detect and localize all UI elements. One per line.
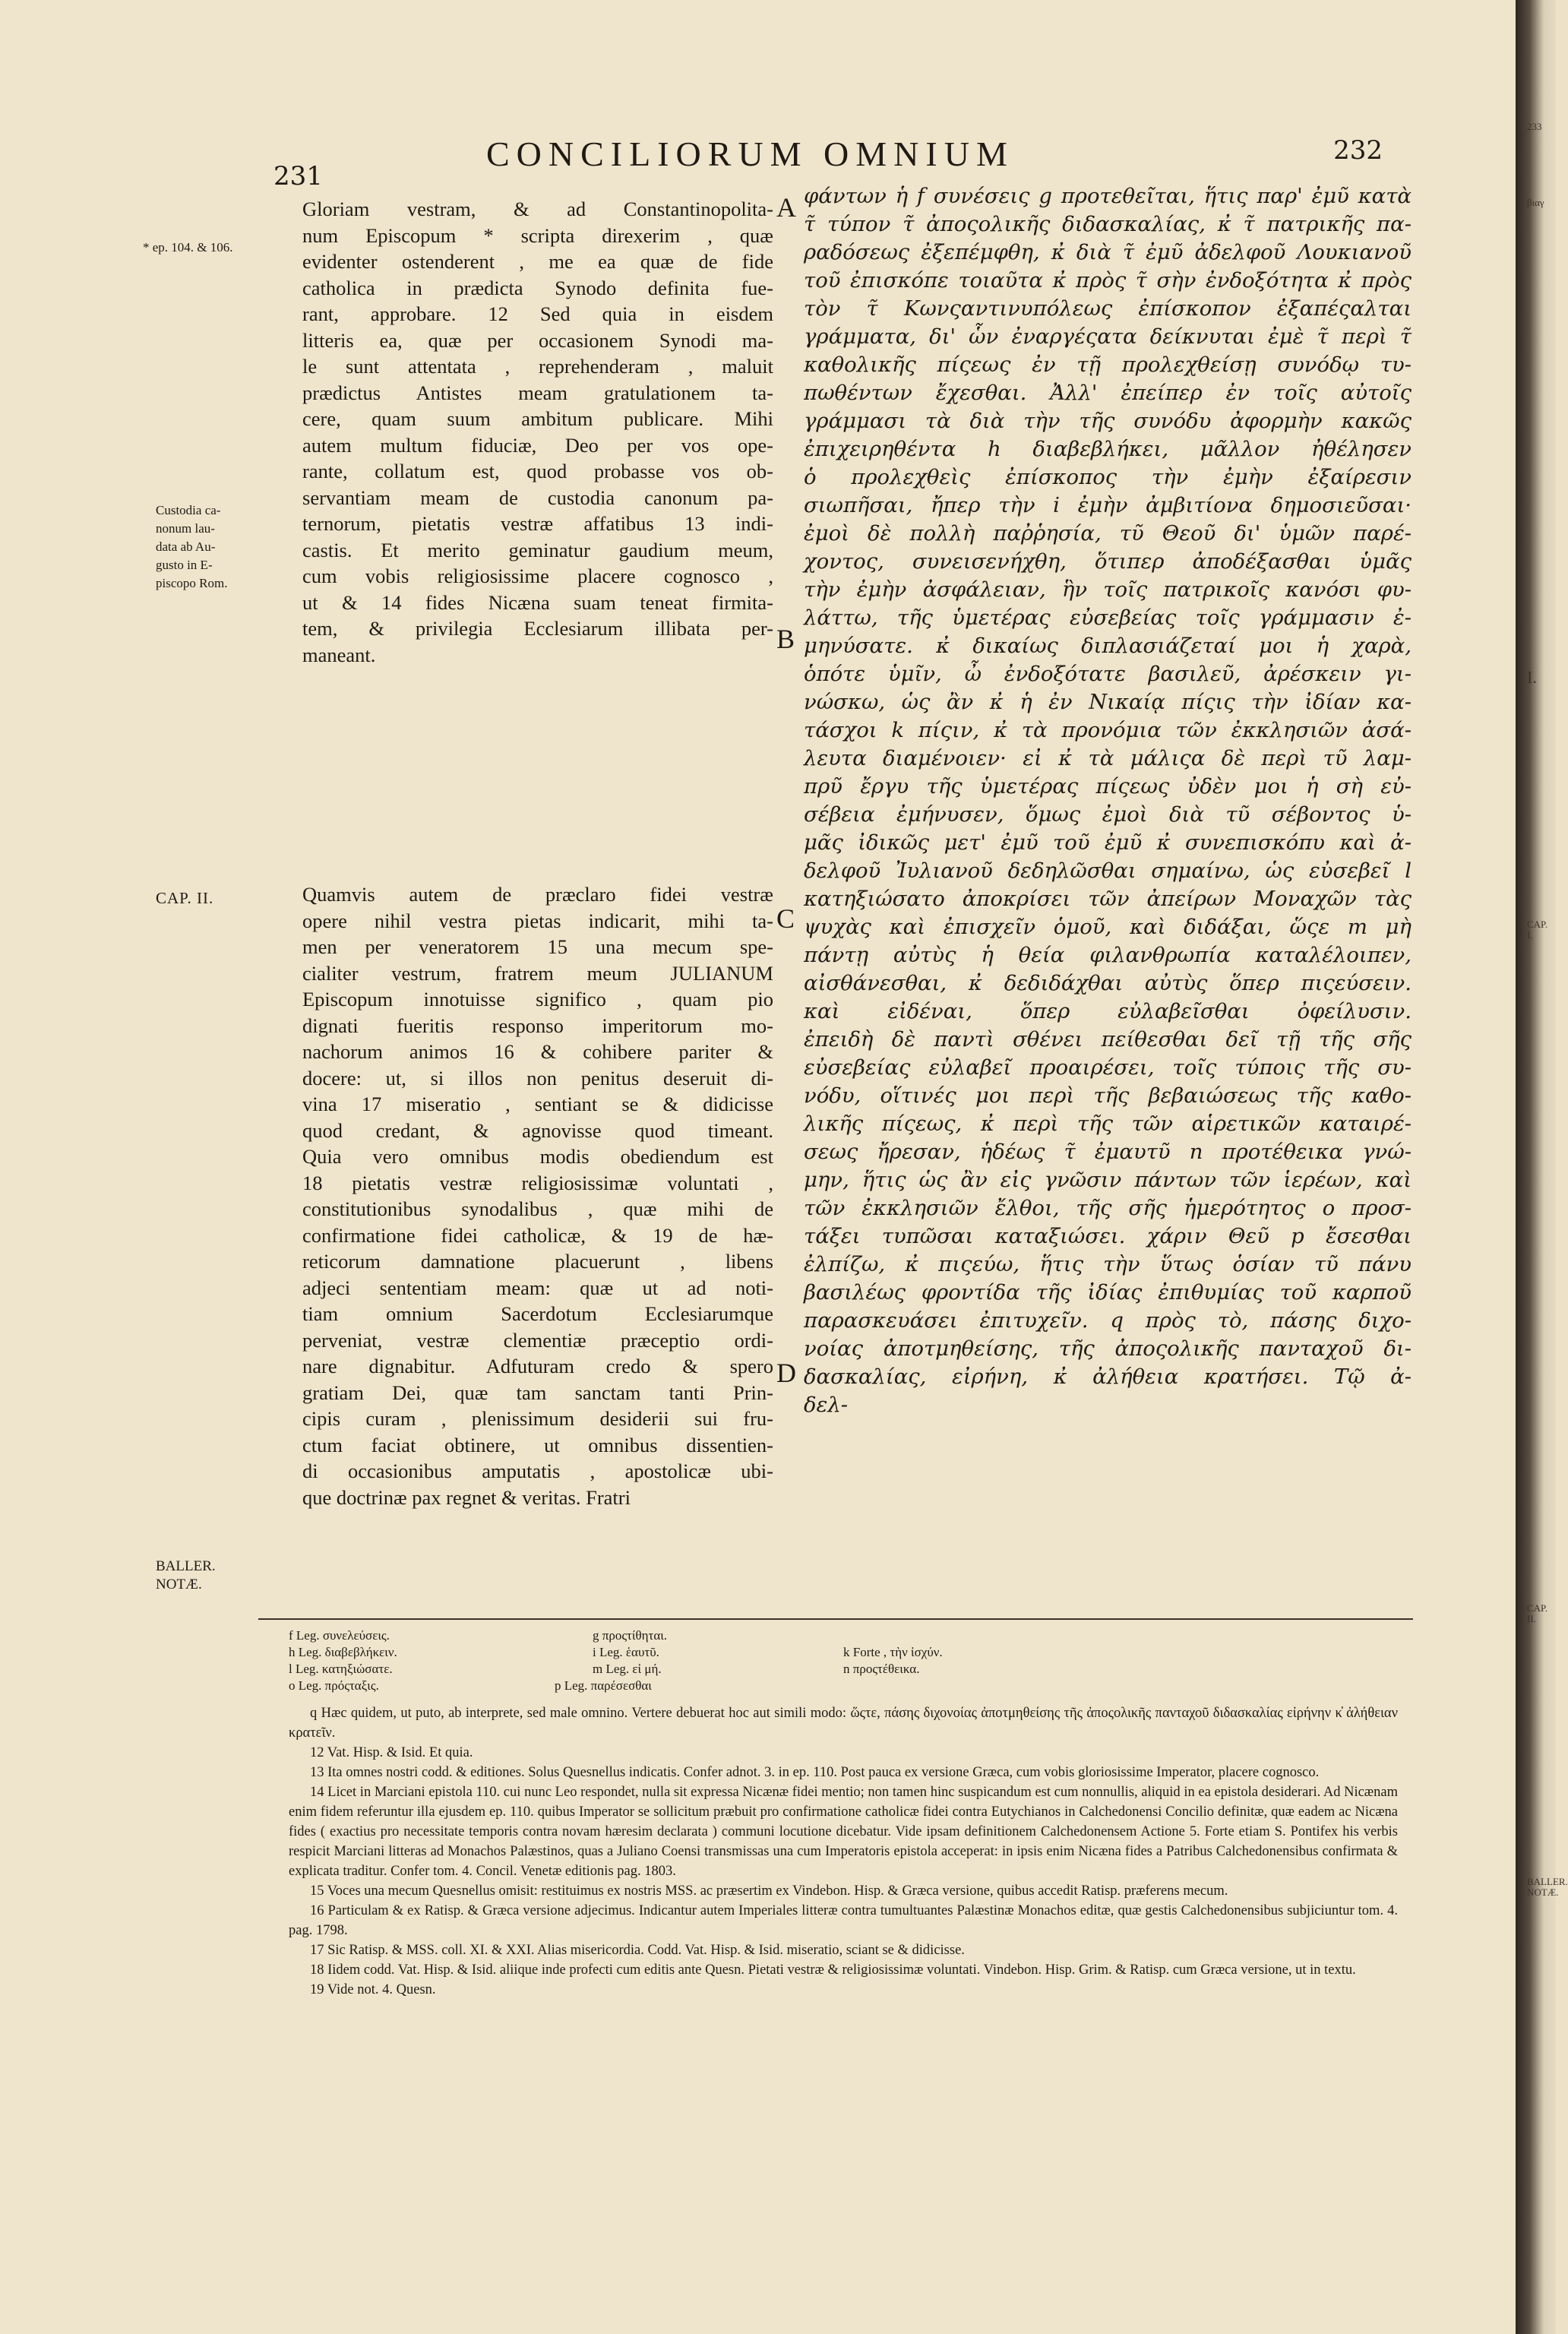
latin-text-line: cum vobis religiosissime placere cognosco , — [302, 565, 773, 587]
latin-text-line: prædictus Antistes meam gratulationem ta- — [302, 381, 773, 404]
greek-text-line: ὁπότε ὑμῖν, ὦ ἐνδοξότατε βασιλεῦ, ἀρέσκειν γι- — [804, 662, 1412, 686]
greek-text-line: καὶ εἰδέναι, ὅπερ εὐλαβεῖσθαι ὀφείλυσιν. — [804, 999, 1412, 1023]
greek-text-line: σιωπῆσαι, ἤπερ τὴν i ἐμὴν ἀμβιτίονα δημοσιεῦσαι· — [804, 493, 1412, 517]
margin-note-line: Custodia ca- — [156, 503, 221, 517]
greek-text-line: νόδυ, οἵτινές μοι περὶ τῆς βεβαιώσεως τῆς καθο- — [804, 1083, 1412, 1108]
greek-text-line: τάσχοι k πίςιν, κ̓ τὰ προνόμια τῶν ἐκκλησιῶν ἀσά- — [804, 718, 1412, 742]
latin-column-part-1 — [302, 196, 773, 668]
greek-text-line: δελφοῦ Ἰυλιανοῦ δεδηλῶσθαι σημαίνω, ὡς εὐσεβεῖ l — [804, 859, 1412, 883]
latin-text-line: cere, quam suum ambitum publicare. Mihi — [302, 407, 773, 430]
section-marker-b: B — [776, 624, 795, 654]
baller-line-1: BALLER. — [156, 1558, 216, 1574]
editorial-note: 14 Licet in Marciani epistola 110. cui nunc Leo respondet, nulla sit expressa Nicænæ fidei mentio; non tamen hinc suspicandum est cum nonnullis, aliquid in ea epistola desiderari. Ad Nicænam enim fidem referuntur illa ejusdem ep. 110. quibus Imperator se sollicitum præbuit pro confirmatione catholicæ fidei contra Eutychianos in Calchedonensi Concilio definitæ, quæ eadem ac Nicæna fides ( exactius pro necessitate temporis contra novam hæresim declarata ) communi locutione dicebatur. Vide ipsam definitionem Calchedonensem Actione 5. Forte etiam S. Pontifex his verbis respicit Marciani litteras ad Monachos Palæstinos, quas a Juliano Coensi transmissas una cum Imperatoris epistola acceperat: in ipsis enim Nicæna fides a Patribus Calchedonensibus confirmata & explicata traditur. Confer tom. 4. Concil. Venetæ editionis pag. 1803. — [289, 1785, 1398, 1879]
spine-fragment-6: BALLER. NOTÆ. — [1527, 1876, 1568, 1899]
latin-text-line: constitutionibus synodalibus , quæ mihi de — [302, 1197, 773, 1220]
editorial-note: 17 Sic Ratisp. & MSS. coll. XI. & XXI. Alias misericordia. Codd. Vat. Hisp. & Isid. miseratio, sciant se & didicisse. — [310, 1943, 965, 1958]
greek-text-line: φάντων ἡ f συνέσεις g προτεθεῖται, ἥτις παρ' ἐμῦ κατὰ — [804, 184, 1412, 208]
editorial-note: 12 Vat. Hisp. & Isid. Et quia. — [310, 1745, 473, 1760]
greek-text-line: γράμμασι τὰ διὰ τὴν τῆς συνόδυ ἀφορμὴν κακῶς — [804, 409, 1412, 433]
greek-variant-readings — [289, 1627, 1398, 1696]
greek-text-line: παρασκευάσει ἐπιτυχεῖν. q πρὸς τὸ, πάσης διχο- — [804, 1308, 1412, 1333]
editorial-note: q Hæc quidem, ut puto, ab interprete, sed male omnino. Vertere debuerat hoc aut simili modo: ὥςτε, πάσης διχονοίας ἀποτμηθείσης τῆς ἀποςολικῆς πανταχοῦ διδασκαλίας εἰρήνην κ̓ ἀλήθειαν κρατεῖν. — [289, 1706, 1398, 1741]
greek-text-line: ἐπιχειρηθέντα h διαβεβλήκει, μᾶλλον ἠθέλησεν — [804, 437, 1412, 461]
latin-text-line: vina 17 miseratio , sentiant se & didicisse — [302, 1093, 773, 1115]
section-marker-a: A — [776, 192, 796, 223]
latin-text-line: le sunt attentata , reprehenderam , maluit — [302, 355, 773, 378]
greek-text-line: βασιλέως φροντίδα τῆς ἰδίας ἐπιθυμίας τοῦ καρποῦ — [804, 1280, 1412, 1305]
greek-text-line: σέβεια ἐμήνυσεν, ὅμως ἐμοὶ διὰ τῦ σέβοντος ὑ- — [804, 802, 1412, 827]
variant-o: o Leg. πρόςταξις. — [289, 1678, 379, 1693]
margin-note-custodia — [156, 501, 285, 593]
latin-text-line: rante, collatum est, quod probasse vos ob- — [302, 460, 773, 482]
page-number-left: 231 — [273, 161, 323, 191]
greek-text-line: δασκαλίας, εἰρήνη, κ̓ ἀλήθεια κρατήσει. Τῷ ἀ- — [804, 1365, 1412, 1389]
variant-p: p Leg. παρέσεσθαι — [555, 1678, 652, 1693]
greek-text-line: εὐσεβείας εὐλαβεῖ προαιρέσει, τοῖς τύποις τῆς συ- — [804, 1055, 1412, 1080]
greek-text-line: ὁ προλεχθεὶς ἐπίσκοπος τὴν ἐμὴν ἐξαίρεσιν — [804, 465, 1412, 489]
greek-text-line: κατηξιώσατο ἀποκρίσει τῶν ἀπείρων Μοναχῶν τὰς — [804, 887, 1412, 911]
running-header — [273, 129, 1383, 191]
section-marker-c: C — [776, 903, 795, 934]
spine-fragment-2: βιαγ — [1527, 197, 1544, 208]
greek-column — [804, 182, 1412, 1419]
margin-note-line: data ab Au- — [156, 539, 216, 554]
latin-text-line: ctum faciat obtinere, ut omnibus dissentien- — [302, 1433, 773, 1456]
variant-m: m Leg. εἰ μή. — [593, 1662, 662, 1676]
greek-text-line: ἐπειδὴ δὲ παντὶ σθένει πείθεσθαι δεῖ τῇ τῆς σῆς — [804, 1027, 1412, 1052]
editorial-note: 16 Particulam & ex Ratisp. & Græca versione adjecimus. Indicantur autem Imperiales litteræ contra tumultuantes Palæstinæ Monachos editæ, quæ gestis Calchedonensibus subjiciuntur tom. 4. pag. 1798. — [289, 1903, 1398, 1938]
latin-text-line: Quia vero omnibus modis obediendum est — [302, 1145, 773, 1168]
variant-i: i Leg. ἑαυτῦ. — [593, 1645, 659, 1659]
adjacent-page-edge — [1516, 0, 1568, 2334]
spine-fragment-4: CAP. I. — [1527, 919, 1548, 941]
greek-text-line: πάντῃ αὐτὺς ἡ θεία φιλανθρωπία καταλέλοιπεν, — [804, 943, 1412, 967]
greek-text-line: λικῆς πίςεως, κ̓ περὶ τῆς τῶν αἱρετικῶν καταιρέ- — [804, 1112, 1412, 1136]
latin-text-line: ternorum, pietatis vestræ affatibus 13 indi- — [302, 512, 773, 535]
baller-notae-label — [156, 1558, 216, 1594]
latin-text-line: litteris ea, quæ per occasionem Synodi ma- — [302, 328, 773, 352]
latin-text-line: tem, & privilegia Ecclesiarum illibata per- — [302, 617, 773, 640]
latin-text-line: tiam omnium Sacerdotum Ecclesiarumque — [302, 1302, 773, 1325]
latin-text-line: di occasionibus amputatis , apostolicæ ubi- — [302, 1460, 773, 1482]
latin-text-line: dignati fueritis responso imperitorum mo- — [302, 1014, 773, 1037]
greek-text-line: μηνύσατε. κ̓ δικαίως διπλασιάζεταί μοι ἡ χαρὰ, — [804, 634, 1412, 658]
spine-fragment-1: 233 — [1527, 121, 1542, 132]
greek-text-line: τῶν ἐκκλησιῶν ἔλθοι, τῆς σῆς ἡμερότητος o προσ- — [804, 1196, 1412, 1220]
latin-text-line: confirmatione fidei catholicæ, & 19 de hæ- — [302, 1223, 773, 1247]
latin-text-line: Episcopum innotuisse significo , quam pio — [302, 988, 773, 1010]
variant-l: l Leg. κατηξιώσατε. — [289, 1662, 393, 1676]
latin-text-line: ut & 14 fides Nicæna suam teneat firmita- — [302, 590, 773, 614]
latin-column-part-2 — [302, 881, 773, 1510]
latin-text-line: que doctrinæ pax regnet & veritas. Fratri — [302, 1485, 631, 1509]
latin-text-line: nachorum animos 16 & cohibere pariter & — [302, 1040, 773, 1063]
latin-text-line: opere nihil vestra pietas indicarit, mihi ta- — [302, 909, 773, 932]
latin-text-line: gratiam Dei, quæ tam sanctam tanti Prin- — [302, 1380, 773, 1404]
greek-text-line: λάττω, τῆς ὑμετέρας εὐσεβείας τοῖς γράμμασιν ἐ- — [804, 606, 1412, 630]
greek-text-line: δελ- — [804, 1393, 849, 1417]
greek-text-line: πρῦ ἔργυ τῆς ὑμετέρας πίςεως ὐδὲν μοι ἡ σὴ εὐ- — [804, 774, 1412, 799]
latin-text-line: cipis curam , plenissimum desiderii sui fru- — [302, 1407, 773, 1430]
latin-text-line: autem multum fiduciæ, Deo per vos ope- — [302, 433, 773, 457]
variant-f: f Leg. συνελεύσεις. — [289, 1628, 390, 1643]
latin-text-line: Quamvis autem de præclaro fidei vestræ — [302, 883, 773, 906]
greek-text-line: νοίας ἀποτμηθείσης, τῆς ἀποςολικῆς πανταχοῦ δι- — [804, 1336, 1412, 1361]
spine-fragment-3: I. — [1527, 668, 1537, 687]
greek-text-line: τὴν ἐμὴν ἀσφάλειαν, ἣν τοῖς πατρικοῖς κανόσι φυ- — [804, 577, 1412, 602]
greek-text-line: ἐλπίζω, κ̓ πιςεύω, ἥτις τὴν ὕτως ὁσίαν τῦ πάνυ — [804, 1252, 1412, 1276]
editorial-notes — [289, 1703, 1398, 2000]
variant-g: g προςτίθηται. — [593, 1628, 668, 1643]
latin-text-line: maneant. — [302, 643, 376, 666]
greek-text-line: αἰσθάνεσθαι, κ̓ δεδιδάχθαι αὐτὺς ὅπερ πιςεύσειν. — [804, 971, 1412, 995]
latin-text-line: catholica in prædicta Synodo definita fue- — [302, 276, 773, 299]
greek-text-line: γράμματα, δι' ὧν ἐναργέςατα δείκνυται ἐμὲ τ̃ περὶ τ̃ — [804, 324, 1412, 349]
greek-text-line: τοῦ ἐπισκόπε τοιαῦτα κ̓ πρὸς τ̃ σὴν ἐνδοξότητα κ̓ πρὸς — [804, 268, 1412, 293]
greek-text-line: σεως ἤρεσαν, ἡδέως τ̃ ἐμαυτῦ n προτέθεικα γνώ- — [804, 1140, 1412, 1164]
latin-text-line: Gloriam vestram, & ad Constantinopolita- — [302, 198, 773, 220]
editorial-note: 15 Voces una mecum Quesnellus omisit: restituimus ex nostris MSS. ac præsertim ex Vindebon. Hisp. & Græca versione, quibus accedit Ratisp. præferens mecum. — [310, 1883, 1228, 1899]
margin-note-line: nonum lau- — [156, 521, 215, 536]
section-marker-d: D — [776, 1358, 796, 1388]
latin-text-line: perveniat, vestræ clementiæ præceptio ordi- — [302, 1328, 773, 1352]
greek-text-line: τὸν τ̃ Κωνςαντινυπόλεως ἐπίσκοπον ἐξαπέςαλται — [804, 296, 1412, 321]
margin-note-epistle-ref: * ep. 104. & 106. — [143, 240, 233, 255]
latin-text-line: adjeci sententiam meam: quæ ut ad noti- — [302, 1276, 773, 1299]
variant-h: h Leg. διαβεβλήκειν. — [289, 1645, 397, 1659]
greek-text-line: τάξει τυπῶσαι καταξιώσει. χάριν Θεῦ p ἔσεσθαι — [804, 1224, 1412, 1248]
greek-text-line: πωθέντων ἔχεσθαι. Ἀλλ' ἐπείπερ ἐν τοῖς αὐτοῖς — [804, 381, 1412, 405]
margin-note-line: gusto in E- — [156, 558, 213, 572]
latin-text-line: num Episcopum * scripta direxerim , quæ — [302, 223, 773, 247]
latin-text-line: docere: ut, si illos non penitus deseruit di- — [302, 1066, 773, 1090]
greek-text-line: ἐμοὶ δὲ πολλὴ παῤῥησία, τῦ Θεοῦ δι' ὑμῶν παρέ- — [804, 521, 1412, 546]
chapter-label: CAP. II. — [156, 889, 214, 907]
latin-text-line: rant, approbare. 12 Sed quia in eisdem — [302, 302, 773, 325]
greek-text-line: ραδόσεως ἐξεπέμφθη, κ̓ διὰ τ̃ ἐμῦ ἀδελφοῦ Λουκιανοῦ — [804, 240, 1412, 264]
spine-fragment-5: CAP. II. — [1527, 1602, 1548, 1625]
editorial-note: 18 Iidem codd. Vat. Hisp. & Isid. aliique inde profecti cum editis ante Quesn. Pietati vestræ & religiosissimæ voluntati. Vindebon. Hisp. Grim. & Ratisp. cum Græca versione, ut in textu. — [310, 1962, 1356, 1978]
greek-text-line: καθολικῆς πίςεως ἐν τῇ προλεχθείσῃ συνόδῳ τυ- — [804, 353, 1412, 377]
latin-text-line: quod credant, & agnovisse quod timeant. — [302, 1118, 773, 1142]
running-title: CONCILIORUM OMNIUM — [486, 134, 1014, 173]
latin-text-line: nare dignabitur. Adfuturam credo & spero — [302, 1355, 773, 1377]
greek-text-line: νώσκω, ὡς ἂν κ̓ ἡ ἐν Νικαίᾳ πίςις τὴν ἰδίαν κα- — [804, 690, 1412, 714]
variant-n: n προςτέθεικα. — [843, 1662, 920, 1676]
greek-text-line: ψυχὰς καὶ ἐπισχεῖν ὁμοῦ, καὶ διδάξαι, ὥςε m μὴ — [804, 915, 1412, 939]
editorial-note: 13 Ita omnes nostri codd. & editiones. Solus Quesnellus indicatis. Confer adnot. 3. in ep. 110. Post pauca ex versione Græca, cum vobis gloriosissime Imperator, placere cognosco. — [310, 1765, 1320, 1780]
greek-text-line: μην, ἥτις ὡς ἂν εἰς γνῶσιν πάντων τῶν ἱερέων, καὶ — [804, 1168, 1412, 1192]
editorial-note: 19 Vide not. 4. Quesn. — [310, 1982, 436, 1997]
latin-text-line: reticorum damnatione placuerunt , libens — [302, 1250, 773, 1273]
margin-note-line: piscopo Rom. — [156, 576, 228, 590]
latin-text-line: evidenter ostenderent , me ea quæ de fide — [302, 250, 773, 273]
greek-text-line: λευτα διαμένοιεν· εἰ κ̓ τὰ μάλιςα δὲ περὶ τῦ λαμ- — [804, 746, 1412, 770]
latin-text-line: men per veneratorem 15 una mecum spe- — [302, 935, 773, 958]
variant-k: k Forte , τὴν ἰσχύν. — [843, 1645, 943, 1659]
footnote-rule — [258, 1618, 1413, 1620]
latin-text-line: cialiter vestrum, fratrem meum JULIANUM — [302, 961, 773, 985]
page-number-right: 232 — [1333, 135, 1383, 166]
baller-line-2: NOTÆ. — [156, 1577, 202, 1592]
latin-text-line: 18 pietatis vestræ religiosissimæ voluntati , — [302, 1171, 773, 1194]
greek-text-line: χοντος, συνεισενήχθη, ὅτιπερ ἀποδέξασθαι ὑμᾶς — [804, 549, 1412, 574]
greek-text-line: τ̃ τύπον τ̃ ἀποςολικῆς διδασκαλίας, κ̓ τ̃ πατρικῆς πα- — [804, 212, 1412, 236]
latin-text-line: servantiam meam de custodia canonum pa- — [302, 485, 773, 509]
greek-text-line: μᾶς ἰδικῶς μετ' ἐμῦ τοῦ ἐμῦ κ̓ συνεπισκόπυ καὶ ἀ- — [804, 830, 1412, 855]
latin-text-line: castis. Et merito geminatur gaudium meum, — [302, 538, 773, 561]
